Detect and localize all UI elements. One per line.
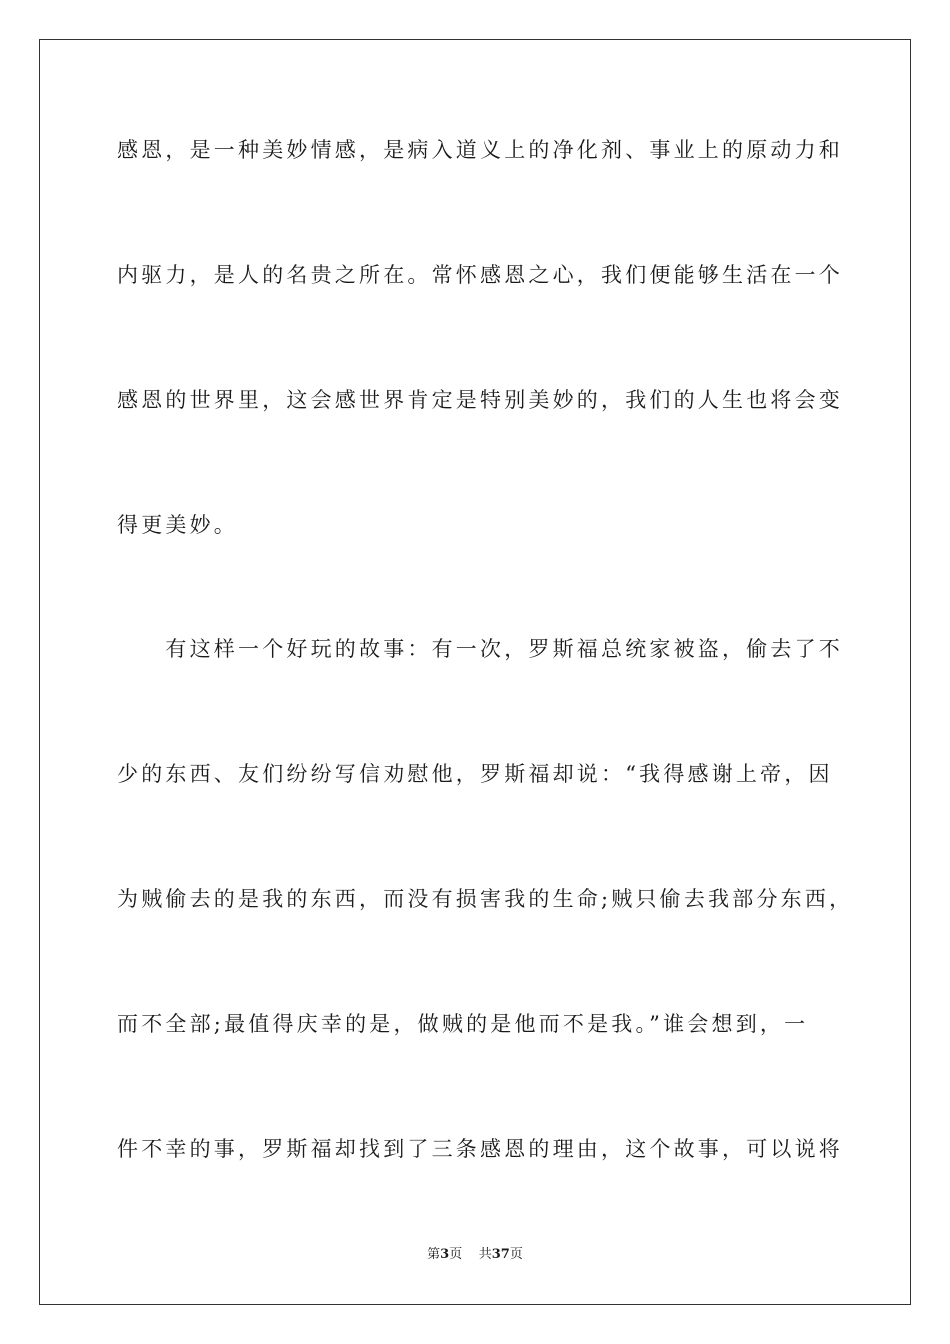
text-line-8: 而不全部;最值得庆幸的是，做贼的是他而不是我。”谁会想到，一	[117, 1012, 809, 1036]
page-suffix: 页	[449, 1247, 463, 1262]
text-line-4: 得更美妙。	[117, 513, 238, 537]
text-line-1: 感恩，是一种美妙情感，是病入道义上的净化剂、事业上的原动力和	[117, 138, 843, 162]
page-footer	[0, 1246, 950, 1264]
total-suffix: 页	[509, 1247, 523, 1262]
page-prefix: 第	[427, 1247, 441, 1262]
text-line-6: 少的东西、友们纷纷写信劝慰他，罗斯福却说：“我得感谢上帝，因	[117, 762, 833, 786]
page-number: 3	[440, 1247, 450, 1262]
text-line-2: 内驱力，是人的名贵之所在。常怀感恩之心，我们便能够生活在一个	[117, 263, 843, 287]
text-line-3: 感恩的世界里，这会感世界肯定是特别美妙的，我们的人生也将会变	[117, 388, 843, 412]
text-line-7: 为贼偷去的是我的东西，而没有损害我的生命;贼只偷去我部分东西，	[117, 887, 854, 911]
total-prefix: 共	[478, 1247, 492, 1262]
text-line-9: 件不幸的事，罗斯福却找到了三条感恩的理由，这个故事，可以说将	[117, 1137, 843, 1161]
total-pages: 37	[491, 1247, 510, 1262]
page-border	[39, 39, 911, 1305]
text-line-5: 有这样一个好玩的故事：有一次，罗斯福总统家被盗，偷去了不	[117, 637, 843, 661]
